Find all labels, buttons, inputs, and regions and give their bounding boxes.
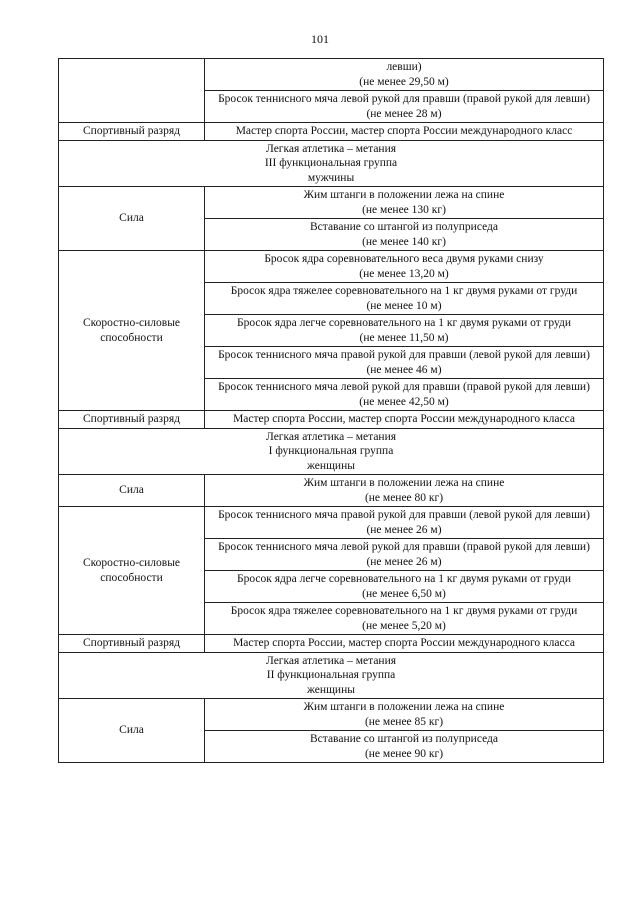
standard-line: (не менее 13,20 м) <box>359 267 449 280</box>
standard-line: Вставание со штангой из полуприседа <box>310 733 498 745</box>
section-header-line: III функциональная группа <box>264 157 398 169</box>
standard-line: Бросок ядра легче соревновательного на 1 кг двумя руками от груди <box>237 317 571 329</box>
table-row <box>59 507 604 539</box>
standard-cell <box>205 315 604 347</box>
standard-line: (не менее 140 кг) <box>362 235 446 248</box>
category-label: Сила <box>59 699 205 763</box>
standard-cell <box>205 283 604 315</box>
standard-line: (не менее 130 кг) <box>362 203 446 216</box>
table-row <box>59 123 604 141</box>
standard-cell <box>205 603 604 635</box>
standard-line: левши) <box>386 61 422 73</box>
standard-line: (не менее 5,20 м) <box>362 619 446 632</box>
category-label: Сила <box>59 187 205 251</box>
standard-line: Бросок ядра тяжелее соревновательного на 1 кг двумя руками от груди <box>230 285 578 297</box>
standard-cell <box>205 347 604 379</box>
page-number: 101 <box>311 32 329 46</box>
standard-line: (не менее 42,50 м) <box>359 395 449 408</box>
standard-line: (не менее 26 м) <box>366 523 442 536</box>
standard-cell <box>205 251 604 283</box>
standard-line: (не менее 10 м) <box>366 299 442 312</box>
standard-cell <box>205 411 604 429</box>
standard-line: (не менее 29,50 м) <box>359 75 449 88</box>
standard-cell <box>205 123 604 141</box>
category-label: Скоростно-силовые способности <box>59 251 205 411</box>
standard-line: Бросок теннисного мяча левой рукой для правши (правой рукой для левши) <box>218 381 590 393</box>
table-row <box>59 635 604 653</box>
standard-line: Мастер спорта России, мастер спорта России международного класса <box>233 637 575 649</box>
standard-line: (не менее 6,50 м) <box>362 587 446 600</box>
standard-line: (не менее 11,50 м) <box>359 331 449 344</box>
section-header-line: мужчины <box>307 171 355 184</box>
section-header <box>59 652 604 699</box>
section-header-line: женщины <box>307 683 355 696</box>
standard-line: Бросок ядра соревновательного веса двумя руками снизу <box>264 253 544 265</box>
category-label: Сила <box>59 475 205 507</box>
section-header-row <box>59 428 604 475</box>
standard-line: Жим штанги в положении лежа на спине <box>303 477 505 489</box>
standard-cell <box>205 379 604 411</box>
standard-line: Бросок теннисного мяча правой рукой для правши (левой рукой для левши) <box>218 349 590 361</box>
category-label: Скоростно-силовые способности <box>59 507 205 635</box>
standard-line: (не менее 90 кг) <box>364 747 444 760</box>
table-row <box>59 59 604 91</box>
standard-cell <box>205 187 604 219</box>
section-header-line: женщины <box>307 459 355 472</box>
standard-line: (не менее 85 кг) <box>364 715 444 728</box>
standard-cell <box>205 91 604 123</box>
section-header-row <box>59 652 604 699</box>
standard-cell <box>205 219 604 251</box>
section-header <box>59 140 604 187</box>
table-row <box>59 699 604 731</box>
section-header-line: I функциональная группа <box>268 445 394 457</box>
table-row <box>59 251 604 283</box>
standard-line: Бросок теннисного мяча правой рукой для правши (левой рукой для левши) <box>218 509 590 521</box>
standard-cell <box>205 635 604 653</box>
standard-line: Бросок ядра тяжелее соревновательного на 1 кг двумя руками от груди <box>230 605 578 617</box>
section-header-line: Легкая атлетика – метания <box>265 430 397 443</box>
table-row <box>59 411 604 429</box>
standard-cell <box>205 699 604 731</box>
standard-line: Мастер спорта России, мастер спорта России международного класса <box>233 413 575 425</box>
section-header-line: Легкая атлетика – метания <box>265 654 397 667</box>
standard-line: (не менее 26 м) <box>366 555 442 568</box>
standard-cell <box>205 571 604 603</box>
section-header <box>59 428 604 475</box>
standard-line: Вставание со штангой из полуприседа <box>310 221 498 233</box>
section-header-line: II функциональная группа <box>266 669 396 681</box>
standard-line: Мастер спорта России, мастер спорта России международного класс <box>235 125 573 137</box>
standard-cell <box>205 507 604 539</box>
category-label: Спортивный разряд <box>59 123 205 141</box>
category-label <box>59 59 205 123</box>
category-label: Спортивный разряд <box>59 411 205 429</box>
standards-table-body <box>59 59 604 763</box>
standard-line: Бросок ядра легче соревновательного на 1 кг двумя руками от груди <box>237 573 571 585</box>
category-label: Спортивный разряд <box>59 635 205 653</box>
standard-line: (не менее 28 м) <box>366 107 442 120</box>
standard-cell <box>205 731 604 763</box>
standard-cell <box>205 59 604 91</box>
standard-line: Бросок теннисного мяча левой рукой для правши (правой рукой для левши) <box>218 93 590 105</box>
standard-cell <box>205 539 604 571</box>
standard-cell <box>205 475 604 507</box>
section-header-row <box>59 140 604 187</box>
standard-line: Жим штанги в положении лежа на спине <box>303 701 505 713</box>
standard-line: Жим штанги в положении лежа на спине <box>303 189 505 201</box>
standard-line: (не менее 46 м) <box>366 363 442 376</box>
table-row <box>59 475 604 507</box>
table-row <box>59 187 604 219</box>
standard-line: Бросок теннисного мяча левой рукой для правши (правой рукой для левши) <box>218 541 590 553</box>
standards-table <box>58 58 604 763</box>
section-header-line: Легкая атлетика – метания <box>265 142 397 155</box>
standard-line: (не менее 80 кг) <box>364 491 444 504</box>
